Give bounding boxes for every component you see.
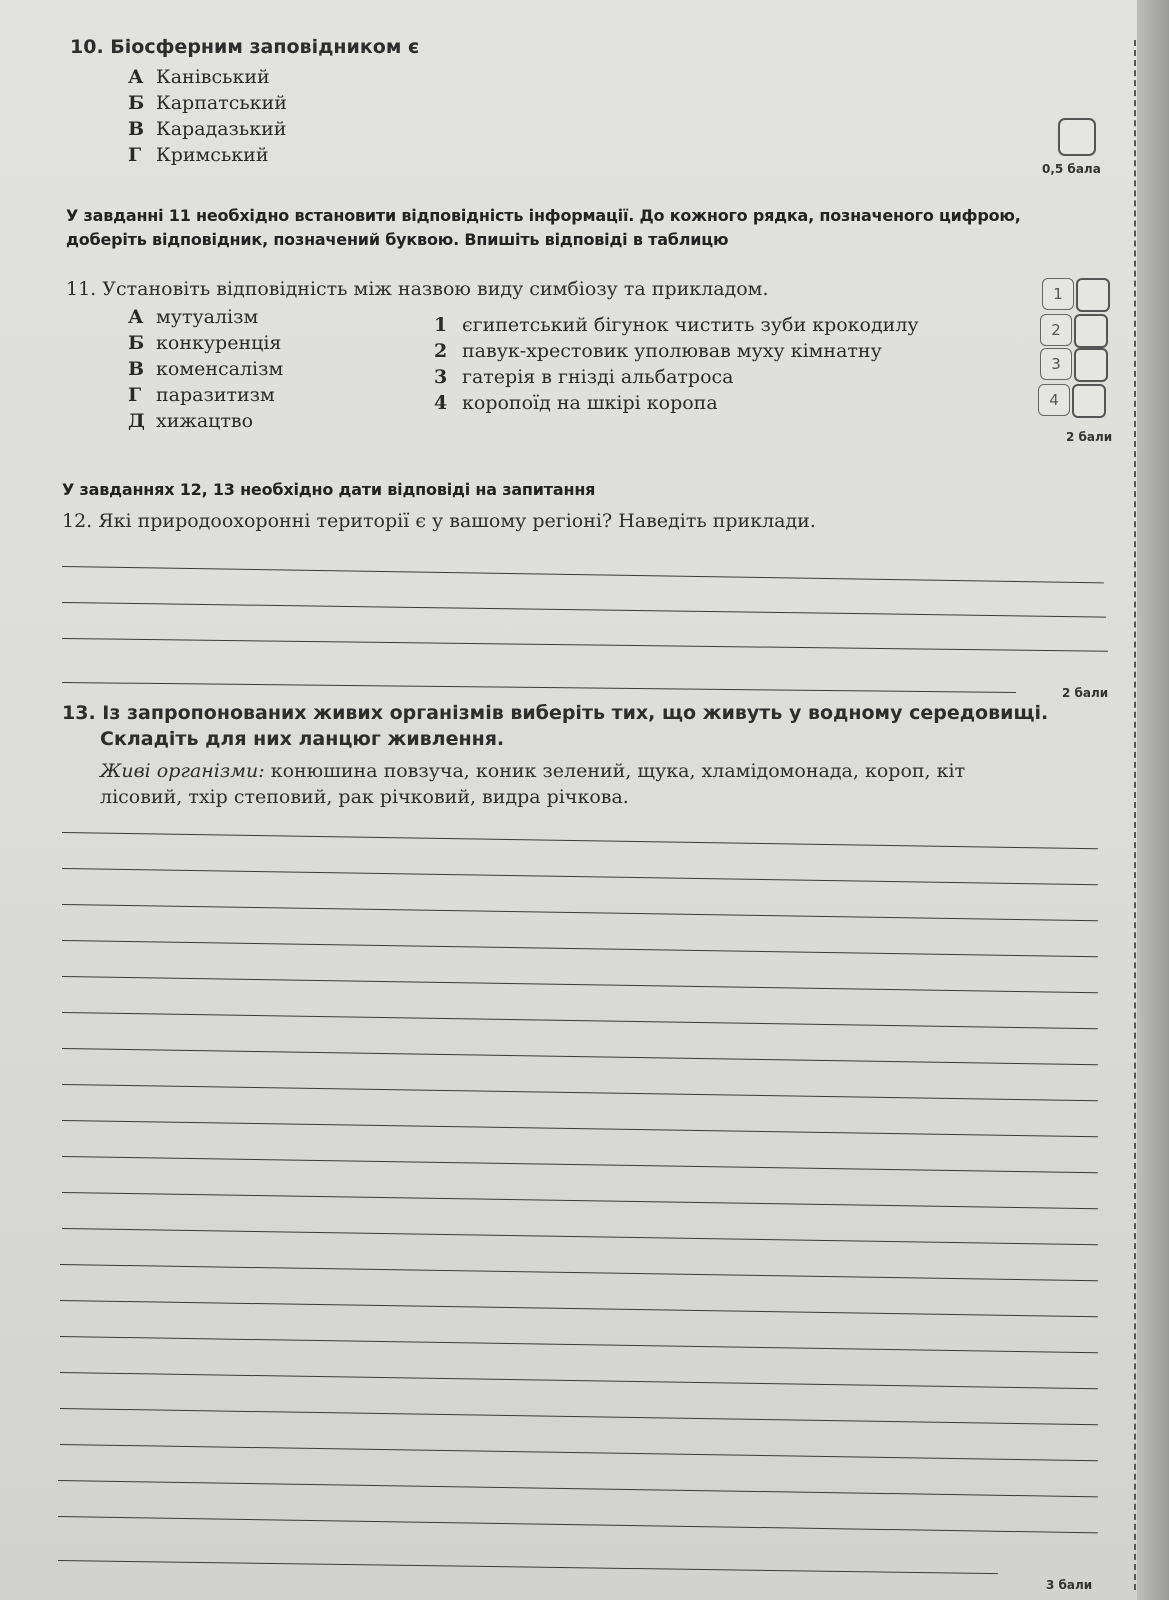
q11-score: 2 бали bbox=[1066, 430, 1113, 444]
option-text: Карпатський bbox=[156, 92, 287, 114]
option-letter: Д bbox=[128, 410, 145, 432]
q13-organisms bbox=[100, 760, 965, 782]
option-letter: В bbox=[128, 358, 145, 380]
answer-row-number: 4 bbox=[1038, 384, 1070, 416]
option-text: Канівський bbox=[156, 66, 270, 88]
q12-title: 12. Які природоохоронні території є у вашому регіоні? Наведіть приклади. bbox=[62, 510, 816, 532]
q11-number-4 bbox=[434, 392, 718, 414]
instruction-12-13: У завданнях 12, 13 необхідно дати відповіді на запитання bbox=[62, 480, 596, 499]
q10-option-c bbox=[128, 118, 286, 140]
q13-title-line2: Складіть для них ланцюг живлення. bbox=[100, 728, 505, 750]
instruction-11-line2: доберіть відповідник, позначений буквою. Впишіть відповіді в таблицю bbox=[66, 230, 729, 249]
option-number: 2 bbox=[434, 340, 448, 362]
option-text: Кримський bbox=[156, 144, 269, 166]
page-edge bbox=[1137, 0, 1169, 1600]
option-text: коропоїд на шкірі коропа bbox=[462, 392, 718, 414]
instruction-11-line1: У завданні 11 необхідно встановити відповідність інформації. До кожного рядка, позначеного цифрою, bbox=[66, 206, 1021, 225]
q11-letter-c bbox=[128, 358, 283, 380]
q10-option-a bbox=[128, 66, 270, 88]
q11-number-1 bbox=[434, 314, 919, 336]
option-number: 4 bbox=[434, 392, 448, 414]
option-text: мутуалізм bbox=[156, 306, 259, 328]
q11-letter-a bbox=[128, 306, 258, 328]
answer-row-number: 1 bbox=[1042, 278, 1074, 310]
q13-organisms-line2: лісовий, тхір степовий, рак річковий, видра річкова. bbox=[100, 786, 629, 808]
cut-line bbox=[1134, 40, 1136, 1590]
q12-score: 2 бали bbox=[1062, 686, 1109, 700]
option-letter: Г bbox=[128, 384, 142, 406]
option-text: гатерія в гнізді альбатроса bbox=[462, 366, 734, 388]
option-text: конкуренція bbox=[156, 332, 282, 354]
q11-number-3 bbox=[434, 366, 734, 388]
option-letter: Г bbox=[128, 144, 142, 166]
option-letter: А bbox=[128, 66, 144, 88]
option-text: хижацтво bbox=[156, 410, 254, 432]
q10-option-b bbox=[128, 92, 287, 114]
option-number: 1 bbox=[434, 314, 448, 336]
option-text: єгипетський бігунок чистить зуби крокодилу bbox=[462, 314, 919, 336]
answer-row-number: 2 bbox=[1040, 314, 1072, 346]
answer-cell-2[interactable] bbox=[1074, 314, 1108, 348]
q11-letter-e bbox=[128, 410, 253, 432]
q11-letter-d bbox=[128, 384, 275, 406]
q13-score: 3 бали bbox=[1046, 1578, 1093, 1592]
q13-title: 13. Із запропонованих живих організмів виберіть тих, що живуть у водному середовищі. bbox=[62, 702, 1049, 724]
option-letter: В bbox=[128, 118, 145, 140]
option-text: паразитизм bbox=[156, 384, 275, 406]
organisms-list: конюшина повзуча, коник зелений, щука, хламідомонада, короп, кіт bbox=[270, 760, 966, 782]
q10-title: 10. Біосферним заповідником є bbox=[70, 36, 420, 58]
q11-number-2 bbox=[434, 340, 882, 362]
option-letter: А bbox=[128, 306, 144, 328]
q11-title: 11. Установіть відповідність між назвою виду симбіозу та прикладом. bbox=[66, 278, 769, 300]
answer-cell-3[interactable] bbox=[1074, 348, 1108, 382]
organisms-label: Живі організми: bbox=[100, 760, 265, 782]
q10-answer-box[interactable] bbox=[1058, 118, 1096, 156]
answer-cell-1[interactable] bbox=[1076, 278, 1110, 312]
answer-row-number: 3 bbox=[1040, 348, 1072, 380]
option-text: Карадазький bbox=[156, 118, 287, 140]
answer-cell-4[interactable] bbox=[1072, 384, 1106, 418]
q11-letter-b bbox=[128, 332, 281, 354]
q10-score: 0,5 бала bbox=[1042, 162, 1101, 176]
option-letter: Б bbox=[128, 332, 145, 354]
option-letter: Б bbox=[128, 92, 145, 114]
q10-option-d bbox=[128, 144, 269, 166]
option-number: 3 bbox=[434, 366, 448, 388]
option-text: павук-хрестовик уполював муху кімнатну bbox=[462, 340, 882, 362]
option-text: коменсалізм bbox=[156, 358, 284, 380]
